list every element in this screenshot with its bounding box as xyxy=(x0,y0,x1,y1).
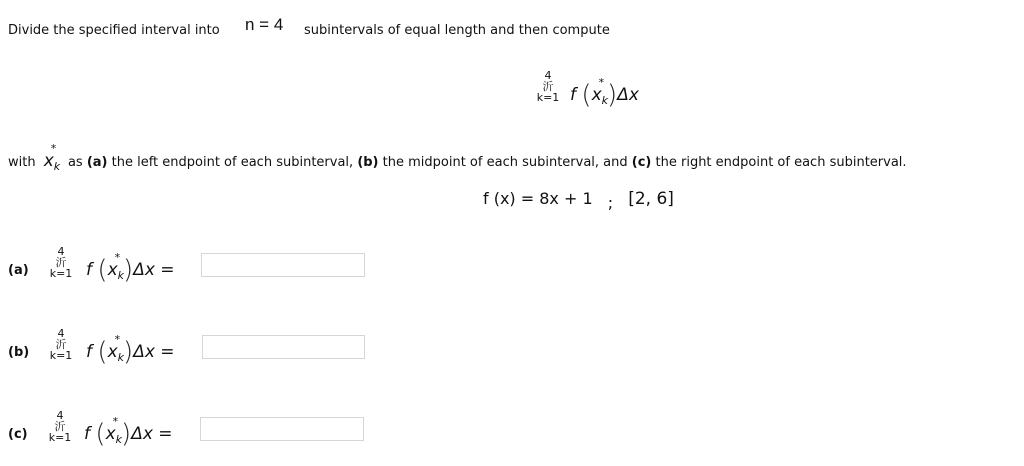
x-k-star-inline: x * k xyxy=(43,142,61,173)
summand xyxy=(570,76,639,110)
answer-input-a[interactable] xyxy=(201,253,365,277)
equals-sign: = xyxy=(160,260,175,280)
x-k-star: x * k xyxy=(591,76,608,107)
summation-symbol: 4 沂 k=1 xyxy=(46,246,76,279)
part-b-label: (b) xyxy=(8,345,30,360)
sigma-icon: 沂 xyxy=(55,338,67,351)
summation-symbol xyxy=(533,70,563,103)
intro-text-after: subintervals of equal length and then compute xyxy=(304,23,610,38)
part-c-label: (c) xyxy=(8,427,28,442)
delta-x: Δx xyxy=(617,85,639,105)
with-line: with x * k as (a) the left endpoint of each subinterval, (b) the midpoint of each subinterval, and (c) the right endpoint of each subinterval. xyxy=(8,142,907,173)
f-symbol: f xyxy=(570,85,576,105)
sum-lower-limit: k=1 xyxy=(536,91,560,104)
part-a-label: (a) xyxy=(8,263,29,278)
answer-input-b[interactable] xyxy=(202,335,365,359)
n-equals-4: n = 4 xyxy=(245,15,284,34)
sigma-icon: 沂 xyxy=(55,256,67,269)
summation-symbol: 4 沂 k=1 xyxy=(46,328,76,361)
summand: f (x * k )Δx = xyxy=(86,333,175,367)
sum-upper-limit: 4 xyxy=(544,69,552,82)
intro-text-before: Divide the specified interval into xyxy=(8,23,220,38)
paren-close: ) xyxy=(607,80,618,110)
summation-symbol: 4 沂 k=1 xyxy=(45,410,75,443)
equals-sign: = xyxy=(160,342,175,362)
function-expression: f (x) = 8x + 1 xyxy=(483,189,593,208)
equals-sign: = xyxy=(158,424,173,444)
paren-open: ( xyxy=(581,80,592,110)
separator: ; xyxy=(607,193,614,212)
answer-input-c[interactable] xyxy=(200,417,364,441)
summand: f (x * k )Δx = xyxy=(86,251,175,285)
interval: [2, 6] xyxy=(628,189,674,209)
sigma-icon: 沂 xyxy=(542,80,554,93)
summand: f (x * k )Δx = xyxy=(84,415,173,449)
function-definition xyxy=(483,189,674,212)
sigma-icon: 沂 xyxy=(54,420,66,433)
